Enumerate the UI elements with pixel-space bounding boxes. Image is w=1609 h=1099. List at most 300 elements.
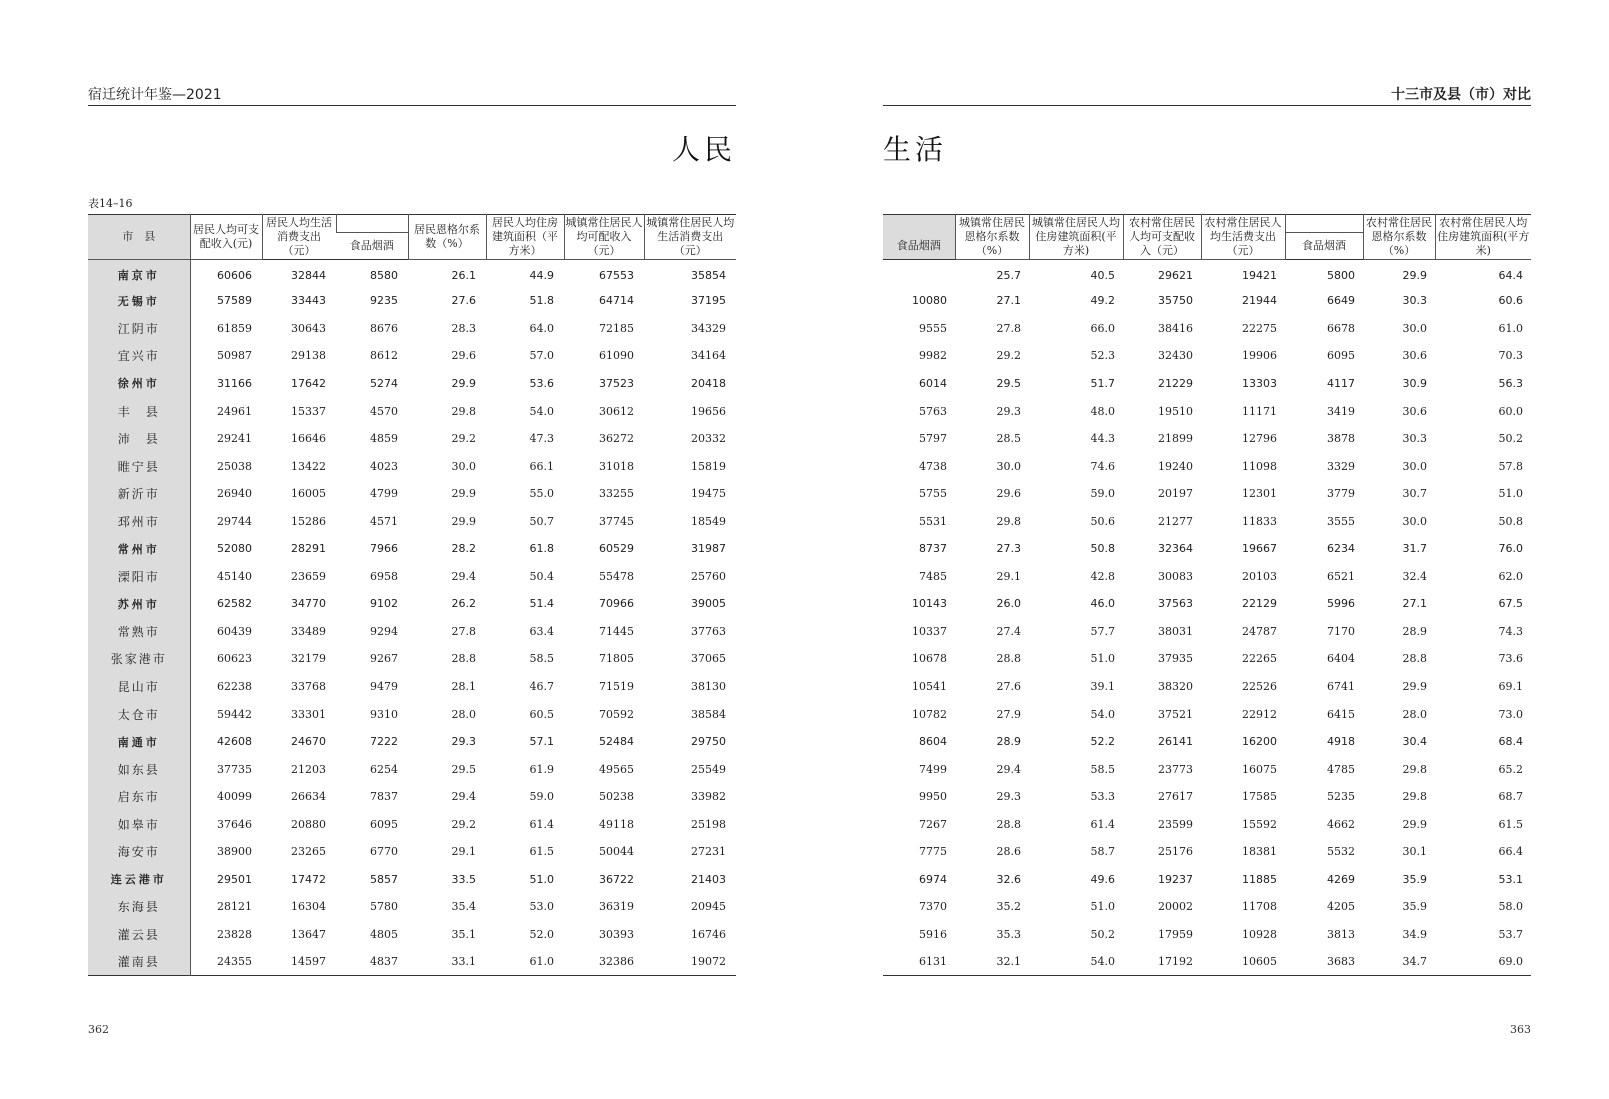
value-cell: 35854	[691, 268, 726, 282]
table-row	[88, 315, 736, 343]
value-cell: 59442	[217, 707, 252, 721]
region-name-cell: 南通市	[88, 728, 190, 756]
value-cell: 5531	[919, 514, 947, 528]
table-row	[88, 755, 736, 783]
region-name-cell: 如皋市	[88, 810, 190, 838]
table-row	[883, 700, 1531, 728]
table-row	[883, 645, 1531, 673]
value-cell: 27.9	[996, 707, 1021, 721]
value-cell: 18549	[691, 514, 726, 528]
left-page	[88, 0, 736, 1099]
value-cell: 71519	[599, 679, 634, 693]
value-cell: 10782	[912, 707, 947, 721]
value-cell: 30083	[1158, 569, 1193, 583]
header-rural-expenditure: 农村常住居民人均生活费支出（元）	[1201, 215, 1285, 260]
value-cell: 61.4	[529, 817, 554, 831]
value-cell: 69.0	[1498, 955, 1523, 969]
value-cell: 37563	[1158, 597, 1193, 611]
value-cell: 29750	[691, 735, 726, 749]
value-cell: 57.1	[529, 735, 554, 749]
value-cell: 58.7	[1090, 845, 1115, 859]
value-cell: 19421	[1242, 268, 1277, 282]
value-cell: 29.9	[451, 514, 476, 528]
value-cell: 40.5	[1090, 268, 1115, 282]
value-cell: 7499	[919, 762, 947, 776]
value-cell: 29.2	[451, 817, 476, 831]
value-cell: 26141	[1158, 735, 1193, 749]
table-row	[883, 535, 1531, 563]
value-cell: 58.5	[1090, 762, 1115, 776]
value-cell: 26634	[291, 790, 326, 804]
header-engel-coefficient: 居民恩格尔系数（%）	[408, 215, 486, 260]
value-cell: 74.6	[1090, 459, 1115, 473]
region-name-cell: 太仓市	[88, 700, 190, 728]
value-cell: 53.6	[529, 376, 554, 390]
page-number-right: 363	[1510, 1023, 1531, 1036]
table-row	[883, 618, 1531, 646]
value-cell: 28.3	[451, 321, 476, 335]
value-cell: 28.9	[996, 735, 1021, 749]
section-title-left: 人民	[671, 133, 736, 166]
value-cell: 4859	[370, 432, 398, 446]
value-cell: 30.3	[1402, 294, 1427, 308]
value-cell: 4571	[370, 514, 398, 528]
value-cell: 34329	[691, 321, 726, 335]
value-cell: 24355	[217, 955, 252, 969]
value-cell: 68.4	[1498, 735, 1523, 749]
value-cell: 29501	[217, 872, 252, 886]
value-cell: 5755	[919, 487, 947, 501]
value-cell: 25038	[217, 459, 252, 473]
value-cell: 13647	[291, 927, 326, 941]
value-cell: 26.0	[996, 597, 1021, 611]
value-cell: 27.3	[996, 542, 1021, 556]
table-row	[88, 260, 736, 288]
value-cell: 10143	[912, 597, 947, 611]
region-name-cell: 江阴市	[88, 315, 190, 343]
value-cell: 28.8	[996, 652, 1021, 666]
value-cell: 61.5	[529, 845, 554, 859]
value-cell: 58.0	[1498, 900, 1523, 914]
value-cell: 50.6	[1090, 514, 1115, 528]
value-cell: 11171	[1242, 404, 1277, 418]
value-cell: 19656	[691, 404, 726, 418]
table-row	[883, 563, 1531, 591]
value-cell: 52484	[599, 735, 634, 749]
value-cell: 33768	[291, 679, 326, 693]
value-cell: 32.6	[996, 872, 1021, 886]
value-cell: 50044	[599, 845, 634, 859]
value-cell: 20332	[691, 432, 726, 446]
value-cell: 3555	[1327, 514, 1355, 528]
value-cell: 20418	[691, 376, 726, 390]
table-row	[88, 838, 736, 866]
value-cell: 53.0	[529, 900, 554, 914]
header-urban-food-tobacco: 食品烟酒	[883, 233, 955, 260]
region-name-cell: 连云港市	[88, 866, 190, 894]
header-rural-engel: 农村常住居民恩格尔系数（%）	[1363, 215, 1435, 260]
value-cell: 19667	[1242, 542, 1277, 556]
value-cell: 29138	[291, 349, 326, 363]
value-cell: 21899	[1158, 432, 1193, 446]
value-cell: 29621	[1158, 268, 1193, 282]
value-cell: 7170	[1327, 624, 1355, 638]
table-row	[88, 397, 736, 425]
value-cell: 29.5	[996, 376, 1021, 390]
value-cell: 50.2	[1498, 432, 1523, 446]
value-cell: 37763	[691, 624, 726, 638]
value-cell: 19906	[1242, 349, 1277, 363]
region-name-cell: 沛 县	[88, 425, 190, 453]
value-cell: 64.4	[1498, 268, 1523, 282]
value-cell: 8612	[370, 349, 398, 363]
value-cell: 58.5	[529, 652, 554, 666]
value-cell: 50.4	[529, 569, 554, 583]
value-cell: 50.8	[1498, 514, 1523, 528]
region-name-cell: 丰 县	[88, 397, 190, 425]
value-cell: 22129	[1242, 597, 1277, 611]
value-cell: 36319	[599, 900, 634, 914]
value-cell: 11885	[1242, 872, 1277, 886]
value-cell: 52.3	[1090, 349, 1115, 363]
value-cell: 11833	[1242, 514, 1277, 528]
table-row	[883, 507, 1531, 535]
value-cell: 28.6	[996, 845, 1021, 859]
value-cell: 70966	[599, 597, 634, 611]
table-row	[883, 783, 1531, 811]
value-cell: 7775	[919, 845, 947, 859]
value-cell: 33489	[291, 624, 326, 638]
value-cell: 53.3	[1090, 790, 1115, 804]
value-cell: 29.5	[451, 762, 476, 776]
value-cell: 37065	[691, 652, 726, 666]
value-cell: 16075	[1242, 762, 1277, 776]
value-cell: 35750	[1158, 294, 1193, 308]
value-cell: 8737	[919, 542, 947, 556]
value-cell: 38416	[1158, 321, 1193, 335]
header-urban-expenditure: 城镇常住居民人均生活消费支出（元）	[644, 215, 736, 260]
value-cell: 60.0	[1498, 404, 1523, 418]
table-row	[883, 728, 1531, 756]
value-cell: 25176	[1158, 845, 1193, 859]
value-cell: 9102	[370, 597, 398, 611]
value-cell: 37195	[691, 294, 726, 308]
value-cell: 34.7	[1402, 955, 1427, 969]
table-row	[883, 315, 1531, 343]
value-cell: 33.5	[451, 872, 476, 886]
value-cell: 28121	[217, 900, 252, 914]
value-cell: 30.6	[1402, 349, 1427, 363]
value-cell: 29.1	[996, 569, 1021, 583]
value-cell: 38031	[1158, 624, 1193, 638]
value-cell: 62238	[217, 679, 252, 693]
table-number: 表14–16	[88, 197, 133, 210]
region-name-cell: 常州市	[88, 535, 190, 563]
table-row	[883, 590, 1531, 618]
value-cell: 21277	[1158, 514, 1193, 528]
value-cell: 51.0	[529, 872, 554, 886]
value-cell: 38130	[691, 679, 726, 693]
value-cell: 6014	[919, 376, 947, 390]
value-cell: 5857	[370, 872, 398, 886]
header-consumption-expenditure: 居民人均生活消费支出（元）	[262, 215, 336, 260]
value-cell: 61.0	[529, 955, 554, 969]
header-rural-income: 农村常住居民人均可支配收入（元）	[1123, 215, 1201, 260]
value-cell: 61.5	[1498, 817, 1523, 831]
value-cell: 6770	[370, 845, 398, 859]
value-cell: 18381	[1242, 845, 1277, 859]
value-cell: 28.8	[451, 652, 476, 666]
table-row	[88, 590, 736, 618]
value-cell: 60.6	[1498, 294, 1523, 308]
value-cell: 6095	[1327, 349, 1355, 363]
value-cell: 4117	[1327, 376, 1355, 390]
value-cell: 49118	[599, 817, 634, 831]
value-cell: 5274	[370, 376, 398, 390]
region-name-cell: 南京市	[88, 260, 190, 288]
value-cell: 59.0	[529, 790, 554, 804]
value-cell: 37523	[599, 376, 634, 390]
value-cell: 27.4	[996, 624, 1021, 638]
value-cell: 15592	[1242, 817, 1277, 831]
value-cell: 61.8	[529, 542, 554, 556]
value-cell: 49.2	[1090, 294, 1115, 308]
value-cell: 30.1	[1402, 845, 1427, 859]
value-cell: 20103	[1242, 569, 1277, 583]
value-cell: 35.9	[1402, 900, 1427, 914]
value-cell: 65.2	[1498, 762, 1523, 776]
value-cell: 70.3	[1498, 349, 1523, 363]
table-row	[88, 728, 736, 756]
value-cell: 9294	[370, 624, 398, 638]
value-cell: 4570	[370, 404, 398, 418]
value-cell: 30.0	[1402, 459, 1427, 473]
value-cell: 60.5	[529, 707, 554, 721]
value-cell: 27231	[691, 845, 726, 859]
running-head-left: 宿迁统计年鉴—2021	[88, 84, 736, 106]
value-cell: 29744	[217, 514, 252, 528]
value-cell: 30.4	[1402, 735, 1427, 749]
value-cell: 29.8	[1402, 762, 1427, 776]
value-cell: 8676	[370, 321, 398, 335]
region-name-cell: 灌南县	[88, 948, 190, 976]
value-cell: 4269	[1327, 872, 1355, 886]
value-cell: 29.8	[451, 404, 476, 418]
value-cell: 37935	[1158, 652, 1193, 666]
page-number-left: 362	[88, 1023, 109, 1036]
value-cell: 62582	[217, 597, 252, 611]
value-cell: 74.3	[1498, 624, 1523, 638]
value-cell: 19510	[1158, 404, 1193, 418]
table-row	[88, 783, 736, 811]
value-cell: 23828	[217, 927, 252, 941]
value-cell: 49.6	[1090, 872, 1115, 886]
value-cell: 22265	[1242, 652, 1277, 666]
value-cell: 24670	[291, 735, 326, 749]
value-cell: 37646	[217, 817, 252, 831]
table-row	[88, 480, 736, 508]
value-cell: 6234	[1327, 542, 1355, 556]
table-row	[88, 507, 736, 535]
value-cell: 9555	[919, 321, 947, 335]
value-cell: 29.9	[451, 376, 476, 390]
value-cell: 37735	[217, 762, 252, 776]
table-row	[883, 480, 1531, 508]
value-cell: 5797	[919, 432, 947, 446]
value-cell: 21403	[691, 872, 726, 886]
region-name-cell: 溧阳市	[88, 563, 190, 591]
table-row	[883, 342, 1531, 370]
value-cell: 71445	[599, 624, 634, 638]
value-cell: 52080	[217, 542, 252, 556]
value-cell: 73.6	[1498, 652, 1523, 666]
value-cell: 27.8	[996, 321, 1021, 335]
value-cell: 38320	[1158, 679, 1193, 693]
table-row	[883, 370, 1531, 398]
value-cell: 8580	[370, 268, 398, 282]
value-cell: 10928	[1242, 927, 1277, 941]
value-cell: 3813	[1327, 927, 1355, 941]
right-table-body	[883, 260, 1531, 976]
value-cell: 71805	[599, 652, 634, 666]
header-region: 市 县	[88, 215, 190, 260]
value-cell: 67.5	[1498, 597, 1523, 611]
value-cell: 5800	[1327, 268, 1355, 282]
value-cell: 30.0	[1402, 514, 1427, 528]
table-row	[883, 425, 1531, 453]
value-cell: 6521	[1327, 569, 1355, 583]
region-name-cell: 邳州市	[88, 507, 190, 535]
value-cell: 63.4	[529, 624, 554, 638]
value-cell: 34.9	[1402, 927, 1427, 941]
value-cell: 15286	[291, 514, 326, 528]
value-cell: 15819	[691, 459, 726, 473]
value-cell: 73.0	[1498, 707, 1523, 721]
value-cell: 10080	[912, 294, 947, 308]
table-row	[883, 673, 1531, 701]
running-head-right: 十三市及县（市）对比	[883, 84, 1531, 106]
value-cell: 6415	[1327, 707, 1355, 721]
value-cell: 7267	[919, 817, 947, 831]
value-cell: 29241	[217, 432, 252, 446]
value-cell: 4738	[919, 459, 947, 473]
value-cell: 50.2	[1090, 927, 1115, 941]
value-cell: 29.9	[1402, 817, 1427, 831]
value-cell: 16005	[291, 487, 326, 501]
value-cell: 54.0	[1090, 955, 1115, 969]
value-cell: 19237	[1158, 872, 1193, 886]
left-table-body	[88, 260, 736, 976]
value-cell: 36272	[599, 432, 634, 446]
value-cell: 29.4	[451, 790, 476, 804]
value-cell: 42.8	[1090, 569, 1115, 583]
value-cell: 9267	[370, 652, 398, 666]
value-cell: 16304	[291, 900, 326, 914]
value-cell: 49565	[599, 762, 634, 776]
value-cell: 31.7	[1402, 542, 1427, 556]
value-cell: 17585	[1242, 790, 1277, 804]
value-cell: 9235	[370, 294, 398, 308]
value-cell: 12796	[1242, 432, 1277, 446]
value-cell: 39.1	[1090, 679, 1115, 693]
table-row	[88, 700, 736, 728]
value-cell: 10337	[912, 624, 947, 638]
value-cell: 30.3	[1402, 432, 1427, 446]
value-cell: 72185	[599, 321, 634, 335]
value-cell: 66.0	[1090, 321, 1115, 335]
header-blank-right	[883, 215, 955, 233]
left-data-table	[88, 214, 736, 976]
value-cell: 24961	[217, 404, 252, 418]
value-cell: 28.8	[1402, 652, 1427, 666]
value-cell: 4205	[1327, 900, 1355, 914]
region-name-cell: 灌云县	[88, 921, 190, 949]
value-cell: 6958	[370, 569, 398, 583]
header-urban-engel: 城镇常住居民恩格尔系数（%）	[955, 215, 1029, 260]
value-cell: 61090	[599, 349, 634, 363]
value-cell: 3683	[1327, 955, 1355, 969]
value-cell: 27.6	[451, 294, 476, 308]
value-cell: 46.7	[529, 679, 554, 693]
value-cell: 4662	[1327, 817, 1355, 831]
value-cell: 44.9	[529, 268, 554, 282]
value-cell: 13303	[1242, 376, 1277, 390]
value-cell: 27.1	[1402, 597, 1427, 611]
value-cell: 31018	[599, 459, 634, 473]
table-row	[883, 397, 1531, 425]
value-cell: 7837	[370, 790, 398, 804]
value-cell: 7370	[919, 900, 947, 914]
value-cell: 51.0	[1090, 900, 1115, 914]
region-name-cell: 东海县	[88, 893, 190, 921]
value-cell: 28.0	[451, 707, 476, 721]
value-cell: 21203	[291, 762, 326, 776]
value-cell: 20945	[691, 900, 726, 914]
header-urban-housing: 城镇常住居民人均住房建筑面积(平方米)	[1029, 215, 1123, 260]
table-row	[88, 342, 736, 370]
value-cell: 35.9	[1402, 872, 1427, 886]
value-cell: 34164	[691, 349, 726, 363]
value-cell: 50987	[217, 349, 252, 363]
value-cell: 69.1	[1498, 679, 1523, 693]
value-cell: 5532	[1327, 845, 1355, 859]
value-cell: 29.9	[1402, 679, 1427, 693]
value-cell: 4023	[370, 459, 398, 473]
table-row	[88, 673, 736, 701]
value-cell: 30.0	[996, 459, 1021, 473]
header-blank-right-2	[1285, 215, 1363, 233]
value-cell: 5235	[1327, 790, 1355, 804]
region-name-cell: 如东县	[88, 755, 190, 783]
value-cell: 10605	[1242, 955, 1277, 969]
value-cell: 68.7	[1498, 790, 1523, 804]
value-cell: 28.1	[451, 679, 476, 693]
value-cell: 45140	[217, 569, 252, 583]
value-cell: 17192	[1158, 955, 1193, 969]
value-cell: 29.2	[451, 432, 476, 446]
value-cell: 16746	[691, 927, 726, 941]
value-cell: 35.1	[451, 927, 476, 941]
value-cell: 29.4	[996, 762, 1021, 776]
value-cell: 39005	[691, 597, 726, 611]
value-cell: 25549	[691, 762, 726, 776]
table-row	[883, 948, 1531, 976]
value-cell: 70592	[599, 707, 634, 721]
value-cell: 20002	[1158, 900, 1193, 914]
value-cell: 50.8	[1090, 542, 1115, 556]
header-disposable-income: 居民人均可支配收入(元)	[190, 215, 262, 260]
value-cell: 22526	[1242, 679, 1277, 693]
